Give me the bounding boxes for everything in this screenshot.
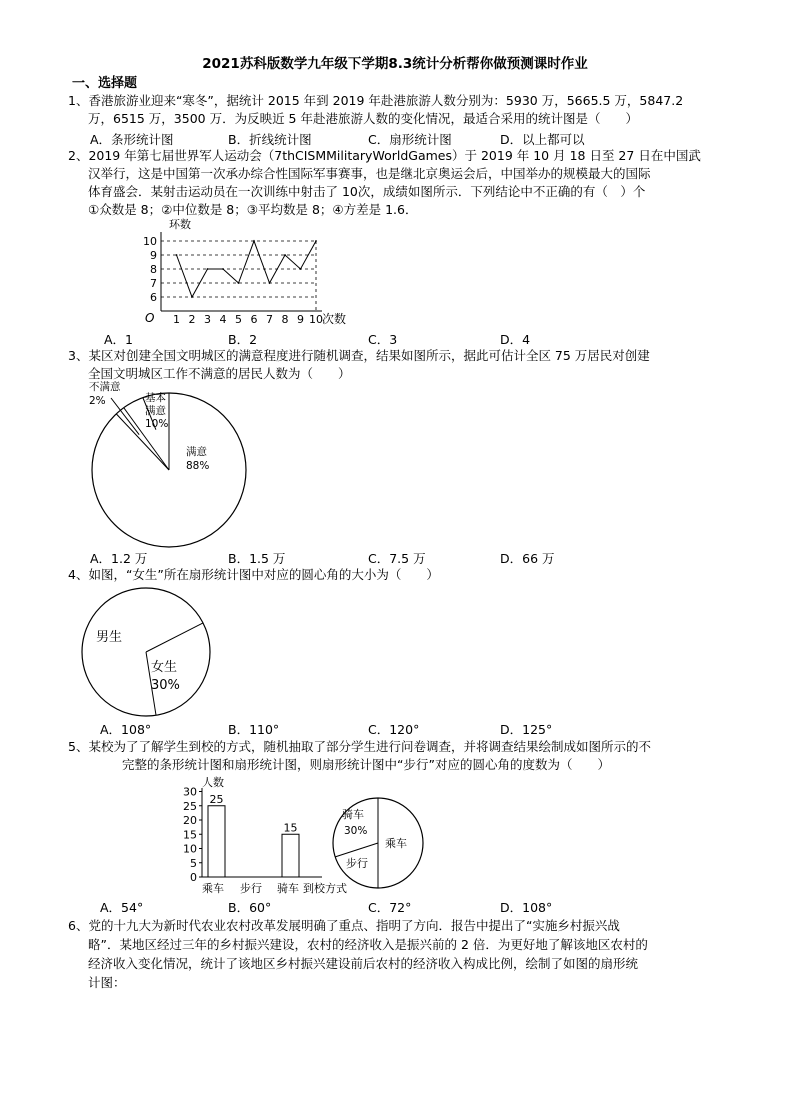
x-tick-label: 步行	[240, 882, 262, 895]
slice-label: 基本	[145, 392, 166, 404]
satisfaction-pie-chart	[85, 378, 260, 548]
bar	[282, 834, 299, 877]
x-tick-label: 5	[235, 313, 242, 326]
x-axis-label: 次数	[322, 312, 347, 326]
chart-axes	[183, 786, 322, 885]
chart-bars	[208, 793, 299, 877]
question-3-line-1: 3、某区对创建全国文明城区的满意程度进行随机调查，结果如图所示，据此可估计全区 75 万居民对创建	[68, 348, 650, 363]
y-tick-label: 20	[183, 814, 197, 827]
x-tick-label: 8	[281, 313, 289, 326]
slice-value-label: 88%	[186, 460, 210, 472]
chart-axes	[143, 232, 323, 326]
option-d: D．125°	[500, 722, 553, 737]
line-chart	[140, 218, 350, 328]
bar-value-label: 15	[283, 821, 298, 835]
x-tick-label: 2	[188, 313, 196, 326]
transport-pie-chart	[325, 796, 433, 892]
y-tick-label: 15	[183, 828, 197, 842]
question-5-line-1: 5、某校为了了解学生到校的方式，随机抽取了部分学生进行问卷调查，并将调查结果绘制成如图所示的不	[68, 739, 651, 754]
bar	[208, 806, 225, 877]
question-2-line-4: ①众数是 8；②中位数是 8；③平均数是 8；④方差是 1.6．	[88, 202, 418, 217]
question-1-line-1: 1、香港旅游业迎来“寒冬”，据统计 2015 年到 2019 年赴港旅游人数分别为：5930 万，5665.5 万，5847.2	[68, 93, 684, 108]
data-point	[253, 240, 255, 242]
x-tick-label: 9	[297, 313, 304, 326]
y-tick-label: 10	[183, 842, 197, 856]
origin-label: O	[145, 311, 155, 325]
y-tick-label: 7	[150, 277, 157, 290]
data-point	[222, 268, 224, 270]
bar-value-label: 25	[209, 792, 224, 806]
option-b: B．2	[228, 332, 258, 347]
option-a: A．108°	[100, 722, 152, 737]
y-tick-label: 8	[150, 263, 157, 276]
option-d: D．66 万	[500, 551, 555, 566]
x-tick-label: 1	[173, 313, 180, 326]
slice-label: 男生	[96, 630, 123, 645]
x-axis-label: 到校方式	[303, 882, 347, 895]
data-point	[238, 282, 240, 284]
question-6-line-1: 6、党的十九大为新时代农业农村改革发展明确了重点、指明了方向．报告中提出了“实施乡村振兴战	[68, 918, 620, 933]
data-point	[207, 268, 209, 270]
option-d: D．4	[500, 332, 531, 347]
option-a: A．条形统计图	[90, 132, 174, 147]
x-tick-label: 4	[219, 313, 227, 326]
option-b: B．折线统计图	[228, 132, 312, 147]
x-tick-label: 3	[204, 313, 211, 326]
page-title: 2021苏科版数学九年级下学期8.3统计分析帮你做预测课时作业	[202, 56, 588, 72]
gender-pie-chart	[72, 586, 222, 720]
option-b: B．1.5 万	[228, 551, 286, 566]
option-c: C．120°	[368, 722, 420, 737]
data-point	[300, 268, 302, 270]
question-2-line-2: 汉举行，这是中国第一次承办综合性国际军事赛事，也是继北京奥运会后，中国举办的规模最大的国际	[88, 166, 651, 181]
slice-label: 不满意	[89, 381, 121, 393]
slice-value-label: 30%	[344, 825, 368, 837]
slice-label: 满意	[186, 446, 207, 458]
option-b: B．60°	[228, 900, 272, 915]
option-c: C．7.5 万	[368, 551, 426, 566]
question-6-line-4: 计图：	[88, 975, 126, 990]
question-4-line-1: 4、如图，“女生”所在扇形统计图中对应的圆心角的大小为（ ）	[68, 567, 439, 582]
slice-value-label: 10%	[145, 418, 169, 430]
y-tick-label: 25	[183, 799, 197, 813]
option-a: A．1	[104, 332, 134, 347]
question-2-line-3: 体育盛会．某射击运动员在一次训练中射击了 10次，成绩如图所示．下列结论中不正确的有（ ）个	[88, 184, 646, 199]
slice-label: 乘车	[385, 837, 407, 850]
section-heading: 一、选择题	[72, 76, 138, 91]
option-d: D．108°	[500, 900, 553, 915]
data-point	[269, 282, 271, 284]
x-tick-label: 骑车	[277, 882, 299, 895]
y-axis-label: 人数	[202, 776, 224, 789]
question-6-line-3: 经济收入变化情况，统计了该地区乡村振兴建设前后农村的经济收入构成比例，绘制了如图的扇形统	[88, 956, 639, 971]
option-c: C．72°	[368, 900, 412, 915]
option-a: A．1.2 万	[90, 551, 148, 566]
option-a: A．54°	[100, 900, 144, 915]
option-c: C．扇形统计图	[368, 132, 452, 147]
option-c: C．3	[368, 332, 398, 347]
question-3-line-2: 全国文明城区工作不满意的居民人数为（ ）	[88, 366, 351, 381]
question-6-line-2: 略”．某地区经过三年的乡村振兴建设，农村的经济收入是振兴前的 2 倍．为更好地了解该地区农村的	[88, 937, 648, 952]
slice-label: 满意	[145, 405, 166, 417]
data-point	[315, 240, 317, 242]
question-2-line-1: 2、2019 年第七届世界军人运动会（7thCISMMilitaryWorldGames）于 2019 年 10 月 18 日至 27 日在中国武	[68, 148, 701, 163]
y-tick-label: 9	[150, 249, 157, 262]
data-point	[284, 254, 286, 256]
y-axis-label: 环数	[169, 218, 191, 231]
y-tick-label: 0	[190, 871, 197, 884]
x-tick-label: 10	[309, 313, 323, 326]
option-b: B．110°	[228, 722, 280, 737]
question-5-line-2: 完整的条形统计图和扇形统计图，则扇形统计图中“步行”对应的圆心角的度数为（ ）	[122, 757, 610, 772]
slice-value-label: 30%	[151, 678, 180, 693]
x-tick-label: 7	[266, 313, 273, 326]
data-point	[176, 254, 178, 256]
y-tick-label: 6	[150, 291, 157, 304]
y-tick-label: 30	[183, 785, 197, 799]
slice-label: 步行	[346, 857, 368, 870]
x-tick-label: 乘车	[202, 882, 224, 895]
x-tick-label: 6	[250, 313, 258, 326]
data-point	[191, 296, 193, 298]
y-tick-label: 5	[190, 856, 197, 870]
y-tick-label: 10	[143, 235, 157, 248]
slice-value-label: 2%	[89, 395, 106, 407]
question-1-line-2: 万，6515 万，3500 万．为反映近 5 年赴港旅游人数的变化情况，最适合采用的统计图是（ ）	[88, 111, 638, 126]
slice-label: 女生	[151, 660, 178, 675]
option-d: D．以上都可以	[500, 132, 585, 147]
slice-label: 骑车	[342, 808, 364, 821]
